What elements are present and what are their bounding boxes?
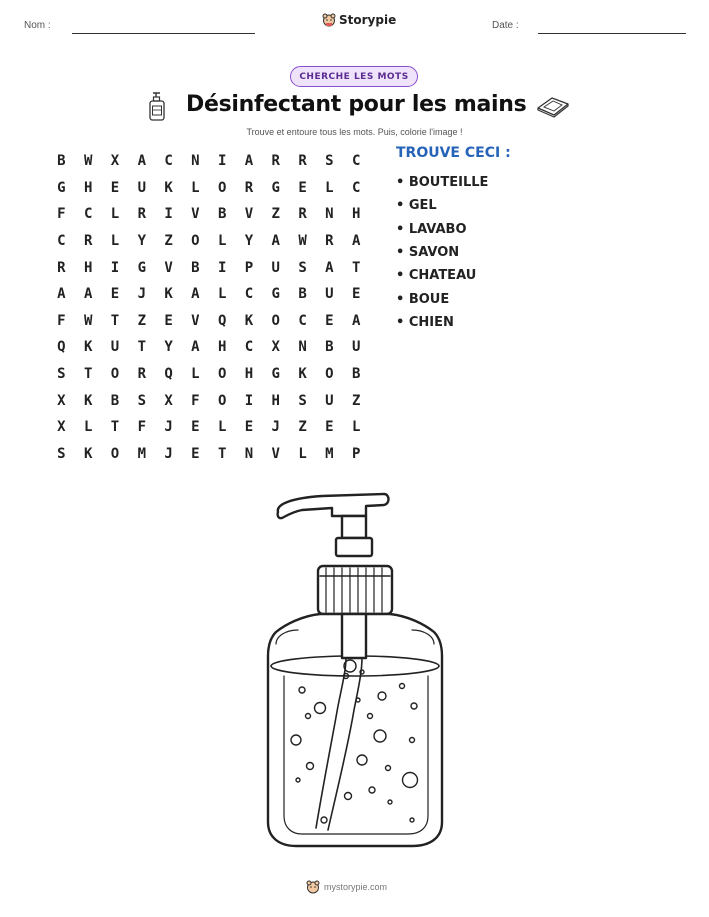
grid-letter[interactable]: N [325,206,334,223]
grid-letter[interactable]: S [325,153,334,170]
grid-letter[interactable]: E [110,286,120,303]
grid-letter[interactable]: W [83,312,93,329]
grid-letter[interactable]: B [191,259,200,276]
grid-letter[interactable]: R [244,179,254,196]
grid-letter[interactable]: Z [164,233,173,250]
grid-letter[interactable]: E [244,419,254,436]
grid-letter[interactable]: U [325,392,334,409]
grid-letter[interactable]: A [191,339,200,356]
grid-letter[interactable]: E [325,312,334,329]
grid-letter[interactable]: R [137,366,146,383]
grid-letter[interactable]: B [217,206,227,223]
grid-letter[interactable]: G [137,259,146,276]
word-list [396,171,488,334]
grid-letter[interactable]: U [137,179,146,196]
grid-letter[interactable]: B [325,339,334,356]
footer-url[interactable]: mystorypie.com [324,882,388,892]
grid-letter[interactable]: K [164,179,173,196]
grid-letter[interactable]: C [298,312,307,329]
grid-letter[interactable]: T [137,339,146,356]
grid-letter[interactable]: R [57,259,66,276]
grid-letter[interactable]: G [57,179,66,196]
grid-letter[interactable]: L [217,233,227,250]
grid-letter[interactable]: V [244,206,254,223]
grid-letter[interactable]: Z [271,206,280,223]
grid-letter[interactable]: A [83,286,93,303]
grid-row [48,308,370,335]
grid-letter[interactable]: N [244,445,254,462]
grid-letter[interactable]: Q [164,366,173,383]
storypie-mascot-icon [322,13,336,27]
grid-letter[interactable]: E [110,179,120,196]
grid-letter[interactable]: T [351,259,361,276]
grid-letter[interactable]: V [271,445,280,462]
grid-letter[interactable]: C [83,206,93,223]
grid-letter[interactable]: A [244,153,254,170]
grid-letter[interactable]: E [298,179,307,196]
grid-letter[interactable]: G [271,366,280,383]
grid-letter[interactable]: G [271,286,280,303]
word-item: • BOUTEILLE [396,171,488,194]
grid-letter[interactable]: R [298,153,307,170]
grid-letter[interactable]: U [110,339,120,356]
grid-letter[interactable]: S [298,392,307,409]
storypie-mascot-icon [306,880,320,894]
grid-letter[interactable]: F [191,392,200,409]
word-item: • CHATEAU [396,264,488,287]
grid-letter[interactable]: S [298,259,307,276]
grid-letter[interactable]: A [351,233,361,250]
grid-letter[interactable]: Z [137,312,146,329]
grid-row [48,281,370,308]
category-badge: CHERCHE LES MOTS [290,66,418,87]
grid-letter[interactable]: Y [137,233,146,250]
grid-letter[interactable]: S [57,366,66,383]
grid-row [48,148,370,175]
grid-letter[interactable]: H [83,179,93,196]
footer [306,880,387,894]
soap-bar-icon [536,94,570,118]
grid-letter[interactable]: I [164,206,173,223]
grid-letter[interactable]: O [110,445,120,462]
grid-letter[interactable]: P [351,445,361,462]
grid-letter[interactable]: I [244,392,254,409]
grid-letter[interactable]: Y [244,233,254,250]
grid-letter[interactable]: R [137,206,146,223]
grid-letter[interactable]: K [298,366,307,383]
grid-letter[interactable]: A [137,153,146,170]
date-label: Date : [492,20,519,31]
grid-letter[interactable]: A [271,233,280,250]
grid-letter[interactable]: H [351,206,361,223]
grid-letter[interactable]: O [217,392,227,409]
grid-letter[interactable]: N [298,339,307,356]
grid-row [48,361,370,388]
grid-letter[interactable]: J [164,419,173,436]
grid-letter[interactable]: K [164,286,173,303]
grid-letter[interactable]: J [271,419,280,436]
grid-letter[interactable]: V [191,206,200,223]
page-title: Désinfectant pour les mains [186,92,527,117]
grid-letter[interactable]: A [351,312,361,329]
grid-row [48,334,370,361]
grid-letter[interactable]: R [271,153,280,170]
grid-letter[interactable]: L [325,179,334,196]
grid-letter[interactable]: H [271,392,280,409]
word-item: • BOUE [396,287,488,310]
grid-letter[interactable]: E [325,419,334,436]
grid-letter[interactable]: L [217,286,227,303]
grid-letter[interactable]: R [325,233,334,250]
grid-letter[interactable]: O [217,179,227,196]
instructions: Trouve et entoure tous les mots. Puis, colorie l'image ! [246,127,463,137]
grid-letter[interactable]: U [271,259,280,276]
grid-letter[interactable]: X [57,419,66,436]
grid-letter[interactable]: L [191,366,200,383]
grid-letter[interactable]: M [137,445,146,462]
grid-letter[interactable]: L [110,233,120,250]
grid-letter[interactable]: J [137,286,146,303]
grid-letter[interactable]: C [351,179,361,196]
grid-letter[interactable]: E [191,445,200,462]
grid-letter[interactable]: L [217,419,227,436]
grid-letter[interactable]: E [351,286,361,303]
sanitizer-bottle-icon [147,90,167,122]
grid-letter[interactable]: Y [164,339,173,356]
grid-letter[interactable]: L [351,419,361,436]
grid-letter[interactable]: A [57,286,66,303]
grid-letter[interactable]: B [110,392,120,409]
grid-letter[interactable]: L [110,206,120,223]
grid-letter[interactable]: F [137,419,146,436]
grid-letter[interactable]: L [298,445,307,462]
grid-letter[interactable]: V [191,312,200,329]
word-item: • CHIEN [396,311,488,334]
grid-letter[interactable]: S [57,445,66,462]
grid-letter[interactable]: R [83,233,93,250]
grid-letter[interactable]: M [325,445,334,462]
grid-row [48,414,370,441]
grid-letter[interactable]: F [57,312,66,329]
hand-sanitizer-illustration [262,490,452,852]
grid-letter[interactable]: W [298,233,307,250]
grid-letter[interactable]: F [57,206,66,223]
grid-row [48,387,370,414]
grid-letter[interactable]: C [244,286,254,303]
grid-letter[interactable]: R [298,206,307,223]
grid-letter[interactable]: H [244,366,254,383]
grid-letter[interactable]: T [83,366,93,383]
grid-letter[interactable]: N [191,153,200,170]
grid-letter[interactable]: E [191,419,200,436]
grid-letter[interactable]: K [244,312,254,329]
grid-letter[interactable]: C [244,339,254,356]
grid-letter[interactable]: L [83,419,93,436]
grid-letter[interactable]: T [217,445,227,462]
grid-letter[interactable]: U [351,339,361,356]
grid-letter[interactable]: X [110,153,120,170]
grid-letter[interactable]: B [57,153,66,170]
grid-letter[interactable]: T [110,312,120,329]
grid-letter[interactable]: O [217,366,227,383]
grid-letter[interactable]: A [325,259,334,276]
grid-letter[interactable]: C [164,153,173,170]
grid-letter[interactable]: H [83,259,93,276]
brand-name: Storypie [339,13,397,27]
grid-letter[interactable]: W [83,153,93,170]
word-item: • SAVON [396,241,488,264]
grid-letter[interactable]: Q [217,312,227,329]
grid-letter[interactable]: X [164,392,173,409]
grid-letter[interactable]: K [83,339,93,356]
grid-letter[interactable]: O [191,233,200,250]
grid-letter[interactable]: O [325,366,334,383]
grid-letter[interactable]: U [325,286,334,303]
word-item: • GEL [396,194,488,217]
grid-letter[interactable]: E [164,312,173,329]
brand-logo [322,13,396,27]
name-label: Nom : [24,20,51,31]
grid-letter[interactable]: T [110,419,120,436]
grid-letter[interactable]: K [83,392,93,409]
grid-letter[interactable]: Q [57,339,66,356]
grid-letter[interactable]: X [57,392,66,409]
grid-letter[interactable]: X [271,339,280,356]
grid-letter[interactable]: J [164,445,173,462]
grid-letter[interactable]: H [217,339,227,356]
date-line [538,33,686,34]
grid-letter[interactable]: I [217,259,227,276]
grid-letter[interactable]: C [351,153,361,170]
grid-letter[interactable]: A [191,286,200,303]
grid-letter[interactable]: P [244,259,254,276]
grid-letter[interactable]: B [351,366,361,383]
word-search-grid [48,148,370,467]
grid-row [48,228,370,255]
grid-letter[interactable]: S [137,392,146,409]
grid-row [48,201,370,228]
grid-letter[interactable]: O [110,366,120,383]
grid-letter[interactable]: L [191,179,200,196]
grid-letter[interactable]: K [83,445,93,462]
grid-letter[interactable]: I [217,153,227,170]
name-line [72,33,255,34]
grid-row [48,175,370,202]
grid-letter[interactable]: G [271,179,280,196]
word-list-title: TROUVE CECI : [396,145,511,161]
grid-row [48,254,370,281]
grid-letter[interactable]: V [164,259,173,276]
grid-row [48,441,370,468]
grid-letter[interactable]: B [298,286,307,303]
grid-letter[interactable]: Z [298,419,307,436]
word-item: • LAVABO [396,218,488,241]
grid-letter[interactable]: O [271,312,280,329]
grid-letter[interactable]: I [110,259,120,276]
grid-letter[interactable]: Z [351,392,361,409]
grid-letter[interactable]: C [57,233,66,250]
